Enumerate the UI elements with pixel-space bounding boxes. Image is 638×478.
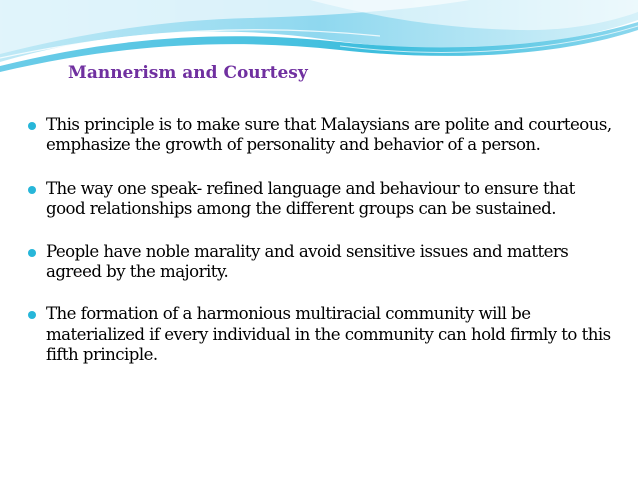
bullet-dot-icon	[28, 122, 36, 130]
bullet-text: People have noble marality and avoid sensitive issues and matters agreed by the majority.	[46, 241, 569, 282]
bullet-text: The way one speak- refined language and behaviour to ensure that good relationships among the different groups can be sustained.	[46, 178, 575, 219]
bullet-item	[26, 115, 616, 156]
bullet-item	[26, 304, 616, 365]
bullet-dot-icon	[28, 311, 36, 319]
slide-title: Mannerism and Courtesy	[68, 63, 308, 83]
bullet-text: This principle is to make sure that Malaysians are polite and courteous, emphasize the growth of personality and behavior of a person.	[46, 115, 612, 155]
bullet-dot-icon	[28, 249, 36, 257]
bullet-item	[26, 242, 616, 283]
bullet-item	[26, 179, 616, 220]
bullet-list	[26, 115, 616, 389]
bullet-text: The formation of a harmonious multiracial community will be materialized if every individual in the community can hold firmly to this fifth principle.	[46, 304, 611, 365]
bullet-dot-icon	[28, 186, 36, 194]
